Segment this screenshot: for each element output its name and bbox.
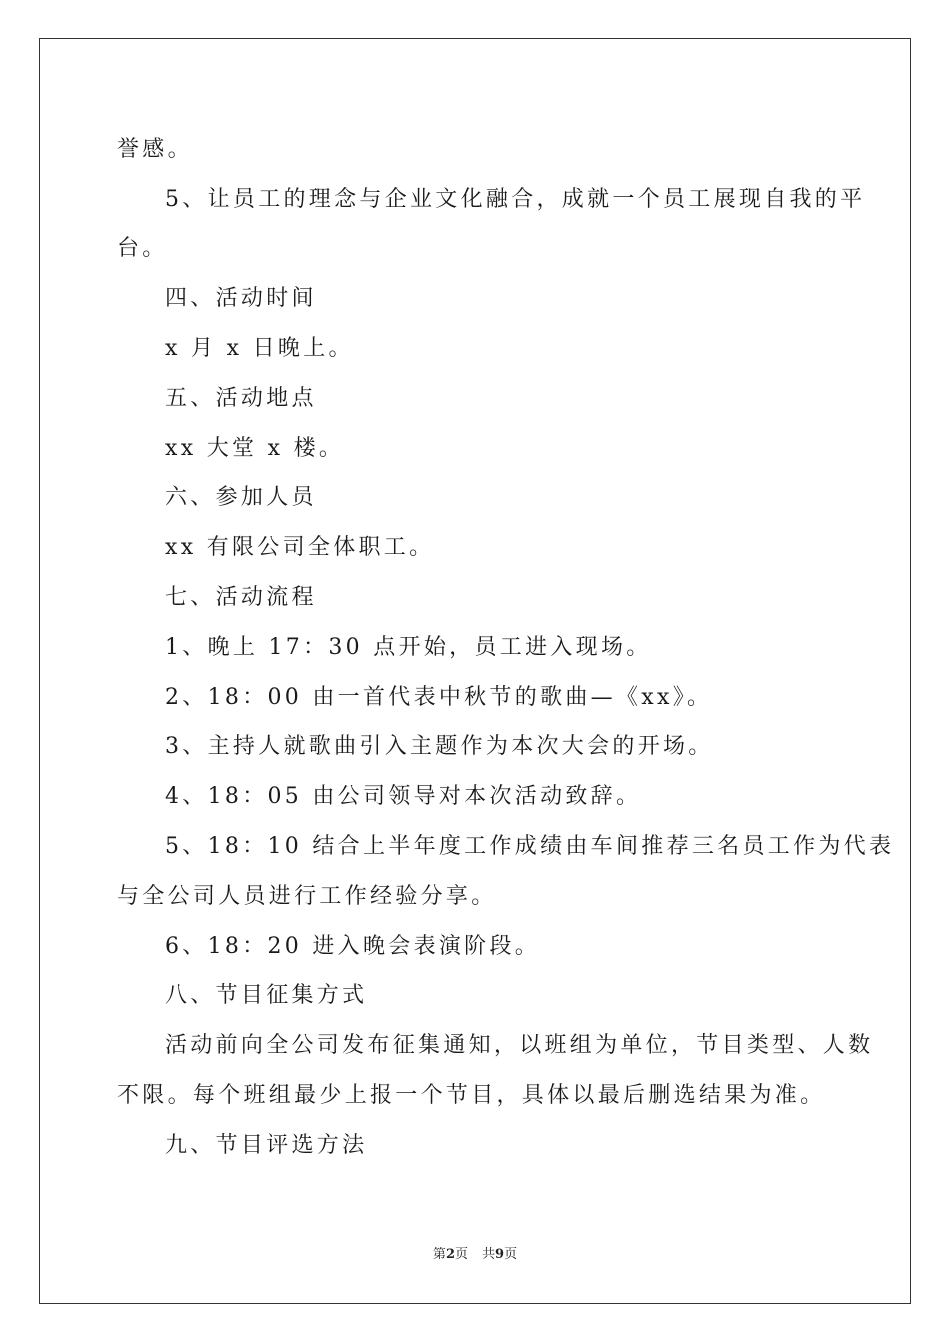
- list-item-continuation: 与全公司人员进行工作经验分享。: [117, 884, 497, 909]
- page-suffix: 页: [454, 1247, 468, 1262]
- list-item: 2、18：00 由一首代表中秋节的歌曲—《xx》。: [165, 685, 713, 710]
- section-heading: 六、参加人员: [165, 485, 317, 510]
- paragraph-line: 誉感。: [117, 137, 193, 162]
- list-item: 1、晚上 17：30 点开始，员工进入现场。: [165, 635, 652, 660]
- page-number: 2: [445, 1247, 455, 1262]
- page-footer: [0, 1246, 950, 1264]
- total-prefix: 共: [482, 1247, 496, 1262]
- paragraph-line: xx 有限公司全体职工。: [165, 535, 435, 560]
- list-item: 6、18：20 进入晚会表演阶段。: [165, 934, 541, 959]
- paragraph-line: 台。: [117, 236, 168, 261]
- total-suffix: 页: [504, 1247, 518, 1262]
- list-item: 5、18：10 结合上半年度工作成绩由车间推荐三名员工作为代表: [165, 834, 895, 859]
- section-heading: 七、活动流程: [165, 585, 317, 610]
- list-item: 4、18：05 由公司领导对本次活动致辞。: [165, 784, 642, 809]
- total-pages: 9: [495, 1247, 505, 1262]
- page-border: [39, 38, 911, 1304]
- paragraph-line: 5、让员工的理念与企业文化融合，成就一个员工展现自我的平: [165, 187, 866, 212]
- section-heading: 四、活动时间: [165, 286, 317, 311]
- list-item: 3、主持人就歌曲引入主题作为本次大会的开场。: [165, 734, 714, 759]
- paragraph-line: xx 大堂 x 楼。: [165, 436, 345, 461]
- paragraph-line: 活动前向全公司发布征集通知，以班组为单位，节目类型、人数: [165, 1033, 874, 1058]
- paragraph-line: 不限。每个班组最少上报一个节目，具体以最后删选结果为准。: [117, 1083, 826, 1108]
- section-heading: 五、活动地点: [165, 386, 317, 411]
- page-prefix: 第: [432, 1247, 446, 1262]
- section-heading: 九、节目评选方法: [165, 1133, 368, 1158]
- section-heading: 八、节目征集方式: [165, 983, 368, 1008]
- paragraph-line: x 月 x 日晚上。: [165, 336, 354, 361]
